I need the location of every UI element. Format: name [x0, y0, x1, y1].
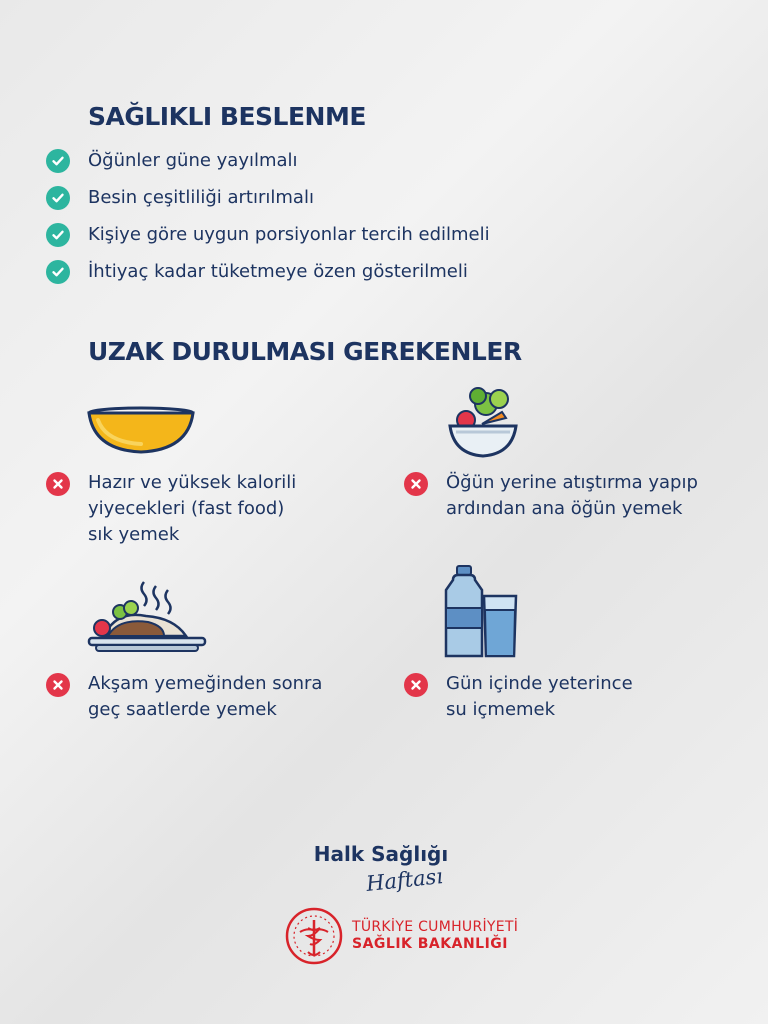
checklist-item-label: Besin çeşitliliği artırılmalı [88, 187, 314, 208]
checklist-item [46, 216, 490, 253]
ministry-line-1: TÜRKİYE CUMHURİYETİ [352, 919, 519, 935]
soup-bowl-icon [86, 406, 196, 456]
checklist-item [46, 253, 490, 290]
campaign-title: Halk Sağlığı [313, 842, 449, 866]
avoid-item-label: Akşam yemeğinden sonra geç saatlerde yemek [88, 673, 323, 720]
cross-icon [404, 673, 428, 697]
healthy-eating-checklist [46, 142, 490, 290]
hot-meal-plate-icon [86, 576, 208, 660]
checkmark-icon [46, 186, 70, 210]
checklist-item [46, 142, 490, 179]
ministry-line-2: SAĞLIK BAKANLIĞI [352, 936, 508, 952]
checklist-item-label: Öğünler güne yayılmalı [88, 150, 298, 171]
avoid-item [46, 671, 322, 723]
healthy-eating-heading: SAĞLIKLI BESLENME [88, 102, 366, 131]
cross-icon [46, 472, 70, 496]
ministry-logo-block [284, 906, 518, 966]
avoid-item [404, 470, 698, 522]
checkmark-icon [46, 260, 70, 284]
checklist-item-label: Kişiye göre uygun porsiyonlar tercih edilmeli [88, 224, 490, 245]
checkmark-icon [46, 223, 70, 247]
salad-bowl-icon [446, 382, 520, 460]
ministry-emblem-icon [284, 906, 344, 966]
checkmark-icon [46, 149, 70, 173]
avoid-item-label: Gün içinde yeterince su içmemek [446, 673, 633, 720]
avoid-item [46, 470, 296, 548]
avoid-item-label: Öğün yerine atıştırma yapıp ardından ana öğün yemek [446, 472, 698, 519]
water-bottle-glass-icon [444, 564, 520, 660]
avoid-heading: UZAK DURULMASI GEREKENLER [88, 337, 522, 366]
checklist-item-label: İhtiyaç kadar tüketmeye özen gösterilmeli [88, 261, 468, 282]
avoid-item-label: Hazır ve yüksek kalorili yiyecekleri (fast food) sık yemek [88, 472, 297, 545]
cross-icon [46, 673, 70, 697]
campaign-script: Haftası [364, 864, 445, 896]
avoid-item [404, 671, 633, 723]
cross-icon [404, 472, 428, 496]
checklist-item [46, 179, 490, 216]
